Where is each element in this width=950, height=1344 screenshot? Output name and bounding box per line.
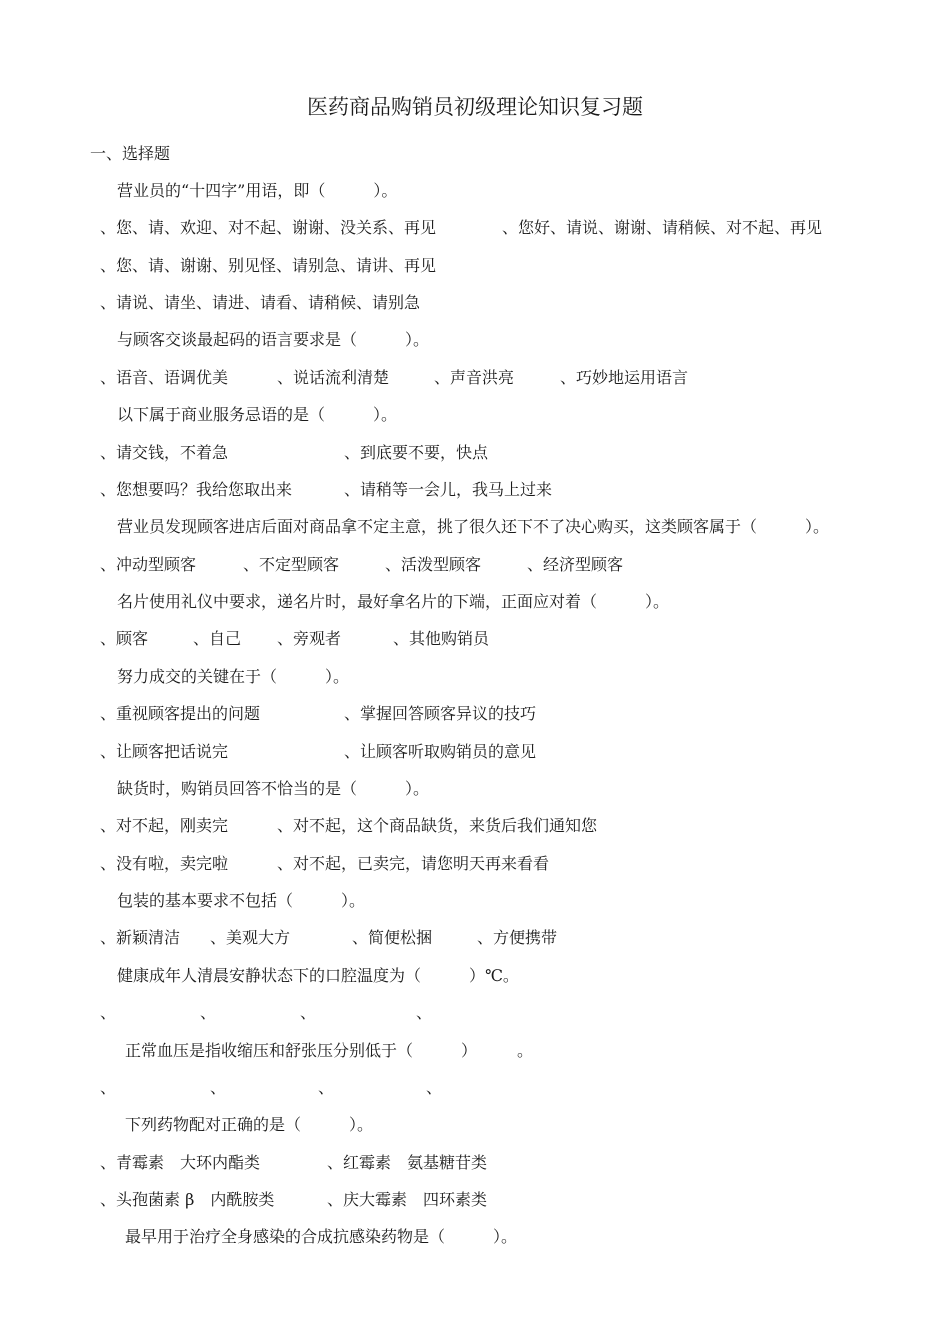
question: 与顾客交谈最起码的语言要求是（ ）。 — [117, 330, 430, 349]
answer-option: 、 — [300, 1003, 317, 1022]
answer-option: 、请说、请坐、请进、请看、请稍候、请别急 — [100, 293, 421, 312]
question: 包装的基本要求不包括（ ）。 — [117, 891, 366, 910]
answer-option: 、说话流利清楚 — [277, 368, 390, 387]
answer-option: 、冲动型顾客 — [100, 555, 197, 574]
answer-option: 、 — [416, 1003, 433, 1022]
answer-option: 、对不起，已卖完，请您明天再来看看 — [277, 854, 550, 873]
answer-option: 、 — [210, 1078, 227, 1097]
question: 正常血压是指收缩压和舒张压分别低于（ ） 。 — [125, 1041, 534, 1060]
answer-option: 、 — [100, 1003, 117, 1022]
question: 营业员发现顾客进店后面对商品拿不定主意，挑了很久还下不了决心购买，这类顾客属于（ ）。 — [117, 517, 830, 536]
question: 最早用于治疗全身感染的合成抗感染药物是（ ）。 — [125, 1227, 518, 1246]
answer-option: 、新颖清洁 — [100, 928, 181, 947]
answer-option: 、您想要吗？我给您取出来 — [100, 480, 293, 499]
answer-option: 、掌握回答顾客异议的技巧 — [344, 704, 537, 723]
question: 努力成交的关键在于（ ）。 — [117, 667, 350, 686]
answer-option: 、声音洪亮 — [434, 368, 515, 387]
answer-option: 、自己 — [193, 629, 242, 648]
answer-option: 、对不起，这个商品缺货，来货后我们通知您 — [277, 816, 598, 835]
answer-option: 、不定型顾客 — [243, 555, 340, 574]
answer-option: 、旁观者 — [277, 629, 342, 648]
answer-option: 、红霉素 氨基糖苷类 — [327, 1153, 488, 1172]
answer-option: 、请交钱，不着急 — [100, 443, 229, 462]
question: 以下属于商业服务忌语的是（ ）。 — [117, 405, 398, 424]
question: 健康成年人清晨安静状态下的口腔温度为（ ）℃。 — [117, 966, 519, 985]
answer-option: 、让顾客听取购销员的意见 — [344, 742, 537, 761]
section-heading: 一、选择题 — [90, 144, 171, 163]
answer-option: 、方便携带 — [477, 928, 558, 947]
question: 名片使用礼仪中要求，递名片时，最好拿名片的下端，正面应对着（ ）。 — [117, 592, 670, 611]
answer-option: 、您、请、欢迎、对不起、谢谢、没关系、再见 — [100, 218, 437, 237]
answer-option: 、活泼型顾客 — [385, 555, 482, 574]
answer-option: 、巧妙地运用语言 — [560, 368, 689, 387]
answer-option: 、其他购销员 — [393, 629, 490, 648]
answer-option: 、 — [100, 1078, 117, 1097]
answer-option: 、简便松捆 — [352, 928, 433, 947]
answer-option: 、 — [426, 1078, 443, 1097]
question: 营业员的“十四字”用语，即（ ）。 — [117, 181, 398, 200]
answer-option: 、重视顾客提出的问题 — [100, 704, 261, 723]
answer-option: 、美观大方 — [210, 928, 291, 947]
answer-option: 、没有啦，卖完啦 — [100, 854, 229, 873]
answer-option: 、经济型顾客 — [527, 555, 624, 574]
answer-option: 、语音、语调优美 — [100, 368, 229, 387]
answer-option: 、您好、请说、谢谢、请稍候、对不起、再见 — [502, 218, 823, 237]
answer-option: 、 — [318, 1078, 335, 1097]
answer-option: 、对不起，刚卖完 — [100, 816, 229, 835]
answer-option: 、您、请、谢谢、别见怪、请别急、请讲、再见 — [100, 256, 437, 275]
answer-option: 、到底要不要，快点 — [344, 443, 489, 462]
question: 下列药物配对正确的是（ ）。 — [125, 1115, 374, 1134]
answer-option: 、 — [200, 1003, 217, 1022]
answer-option: 、青霉素 大环内酯类 — [100, 1153, 261, 1172]
answer-option: 、庆大霉素 四环素类 — [327, 1190, 488, 1209]
answer-option: 、让顾客把话说完 — [100, 742, 229, 761]
document-title: 医药商品购销员初级理论知识复习题 — [307, 95, 643, 119]
answer-option: 、顾客 — [100, 629, 149, 648]
answer-option: 、请稍等一会儿，我马上过来 — [344, 480, 553, 499]
answer-option: 、头孢菌素 β 内酰胺类 — [100, 1190, 275, 1209]
question: 缺货时，购销员回答不恰当的是（ ）。 — [117, 779, 430, 798]
